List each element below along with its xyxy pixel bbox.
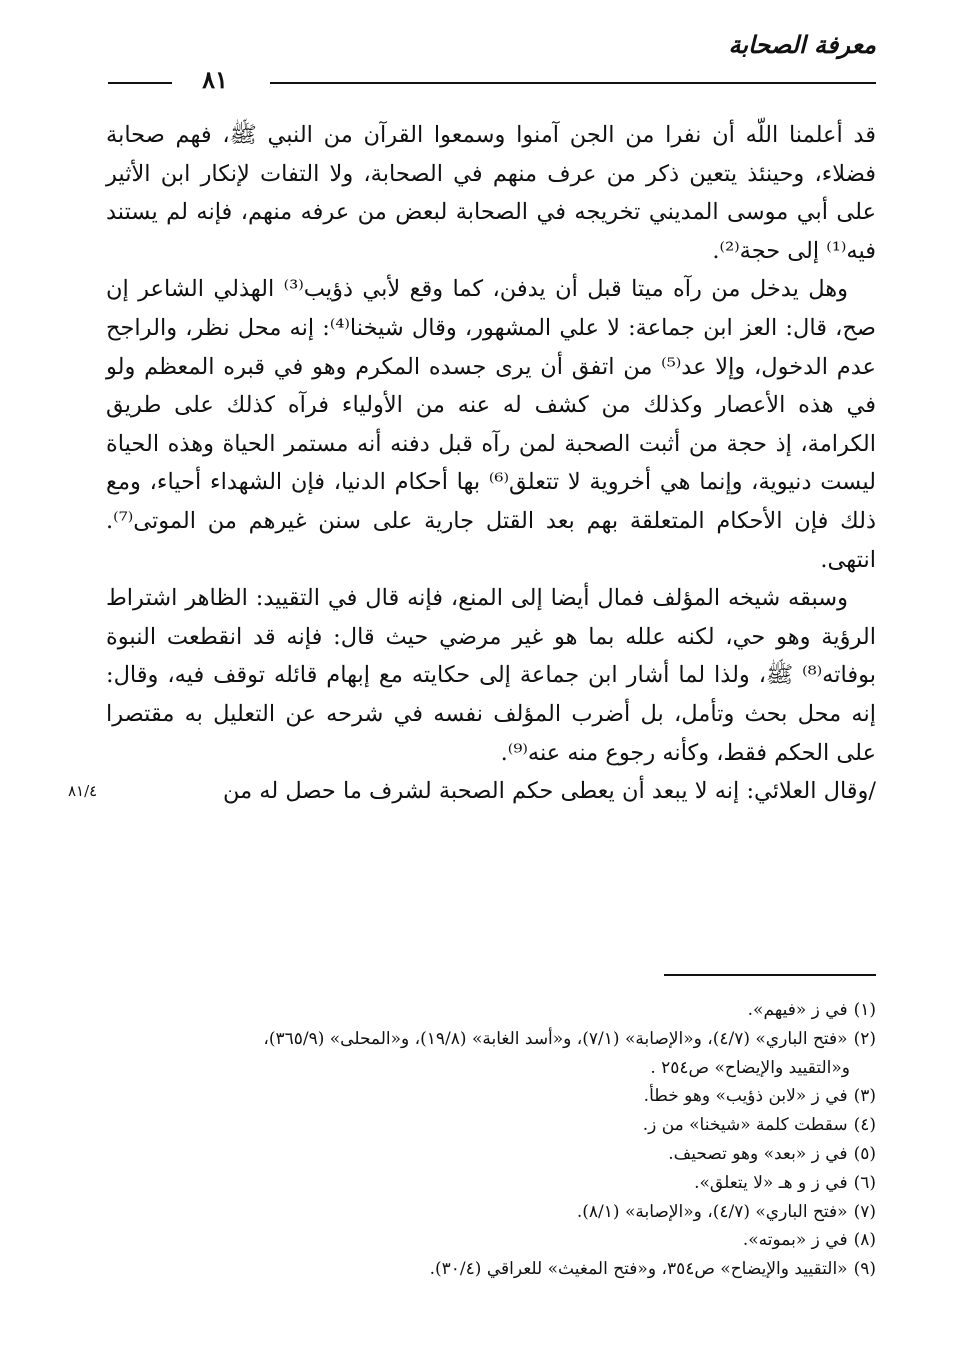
paragraph-4 [68, 772, 876, 811]
footnote-5 [86, 1140, 876, 1169]
footnote-number: (٦) [853, 1172, 876, 1193]
footnote-text: «فتح الباري» (٤/٧)، و«الإصابة» (٧/١)، و«أسد الغابة» (١٩/٨)، و«المحلى» (٣٦٥/٩)، [263, 1028, 848, 1049]
footnote-number: (١) [853, 1000, 876, 1020]
paragraph-1: قد أعلمنا اللّه أن نفرا من الجن آمنوا وسمعوا القرآن من النبي ﷺ، فهم صحابة فضلاء، وحينئذ يتعين ذكر من عرف منهم في الصحابة، ولا التفات لإنكار ابن الأثير على أبي موسى المديني تخريجه في الصحابة لبعض من عرفه منهم، فإنه لم يستند فيه⁽¹⁾ إلى حجة⁽²⁾. [106, 122, 876, 264]
footnote-text: في ز «بعد» وهو تصحيف. [668, 1143, 848, 1164]
paragraph-4-text: /وقال العلائي: إنه لا يبعد أن يعطى حكم الصحبة لشرف ما حصل له من [222, 778, 876, 805]
footnote-7 [86, 1198, 876, 1227]
header-rule-left [108, 82, 172, 84]
footnote-text: في ز «لابن ذؤيب» وهو خطأ. [643, 1086, 848, 1107]
footnote-number: (٧) [853, 1201, 876, 1222]
footnote-1 [86, 996, 876, 1025]
main-text [68, 116, 877, 811]
footnote-9 [86, 1255, 876, 1284]
footnote-2 [86, 1025, 876, 1054]
footnote-text: في ز «فيهم». [747, 1000, 848, 1020]
footnotes [86, 996, 876, 1284]
footnote-number: (٢) [853, 1028, 876, 1049]
footnote-text: «فتح الباري» (٤/٧)، و«الإصابة» (٨/١). [576, 1201, 848, 1222]
footnote-4 [86, 1111, 876, 1140]
footnote-number: (٤) [853, 1115, 876, 1136]
footnote-8 [86, 1226, 876, 1255]
running-title: معرفة الصحابة [728, 30, 876, 59]
paragraph-2: وهل يدخل من رآه ميتا قبل أن يدفن، كما وقع لأبي ذؤيب⁽³⁾ الهذلي الشاعر إن صح، قال: العز ابن جماعة: لا علي المشهور، وقال شيخنا⁽⁴⁾: إنه محل نظر، والراجح عدم الدخول، وإلا عد⁽⁵⁾ من اتفق أن يرى جسده المكرم وهو في قبره المعظم ولو في هذه الأعصار وكذلك من كشف له عنه من الأولياء فرآه كذلك على طريق الكرامة، إذ حجة من أثبت الصحبة لمن رآه قبل دفنه أنه مستمر الحياة وهذه الحياة ليست دنيوية، وإنما هي أخروية لا تتعلق⁽⁶⁾ بها أحكام الدنيا، فإن الشهداء أحياء، ومع ذلك فإن الأحكام المتعلقة بهم بعد القتل جارية على سنن غيرهم من الموتى⁽⁷⁾. انتهى. [106, 276, 877, 573]
footnote-6 [86, 1169, 876, 1198]
footnote-number: (٥) [853, 1143, 876, 1164]
footnote-2-continuation: و«التقييد والإيضاح» ص٢٥٤ . [650, 1057, 850, 1078]
footnote-text: سقطت كلمة «شيخنا» من ز. [642, 1115, 848, 1136]
margin-reference: ٨١/٤ [68, 782, 98, 801]
footnote-number: (٨) [853, 1230, 876, 1251]
footnote-text: «التقييد والإيضاح» ص٣٥٤، و«فتح المغيث» للعراقي (٣٠/٤). [429, 1259, 848, 1280]
header-rule-right [270, 82, 876, 84]
paragraph-3: وسبقه شيخه المؤلف فمال أيضا إلى المنع، فإنه قال في التقييد: الظاهر اشتراط الرؤية وهو حي، لكنه علله بما هو غير مرضي حيث قال: فإنه قد انقطعت النبوة بوفاته⁽⁸⁾ ﷺ، ولذا لما أشار ابن جماعة إلى حكايته مع إبهام قائله توقف فيه، وقال: إنه محل بحث وتأمل، بل أضرب المؤلف نفسه في شرحه عن التعليل به مقتصرا على الحكم فقط، وكأنه رجوع منه عنه⁽⁹⁾. [106, 585, 876, 766]
footnote-3 [86, 1082, 876, 1111]
footnote-number: (٩) [853, 1259, 876, 1280]
footnote-text: في ز «بموته». [742, 1230, 848, 1251]
footnote-number: (٣) [853, 1086, 876, 1107]
page-number: ٨١ [202, 65, 228, 94]
footnote-text: في ز و هـ «لا يتعلق». [694, 1172, 848, 1193]
footnote-rule [664, 974, 876, 976]
